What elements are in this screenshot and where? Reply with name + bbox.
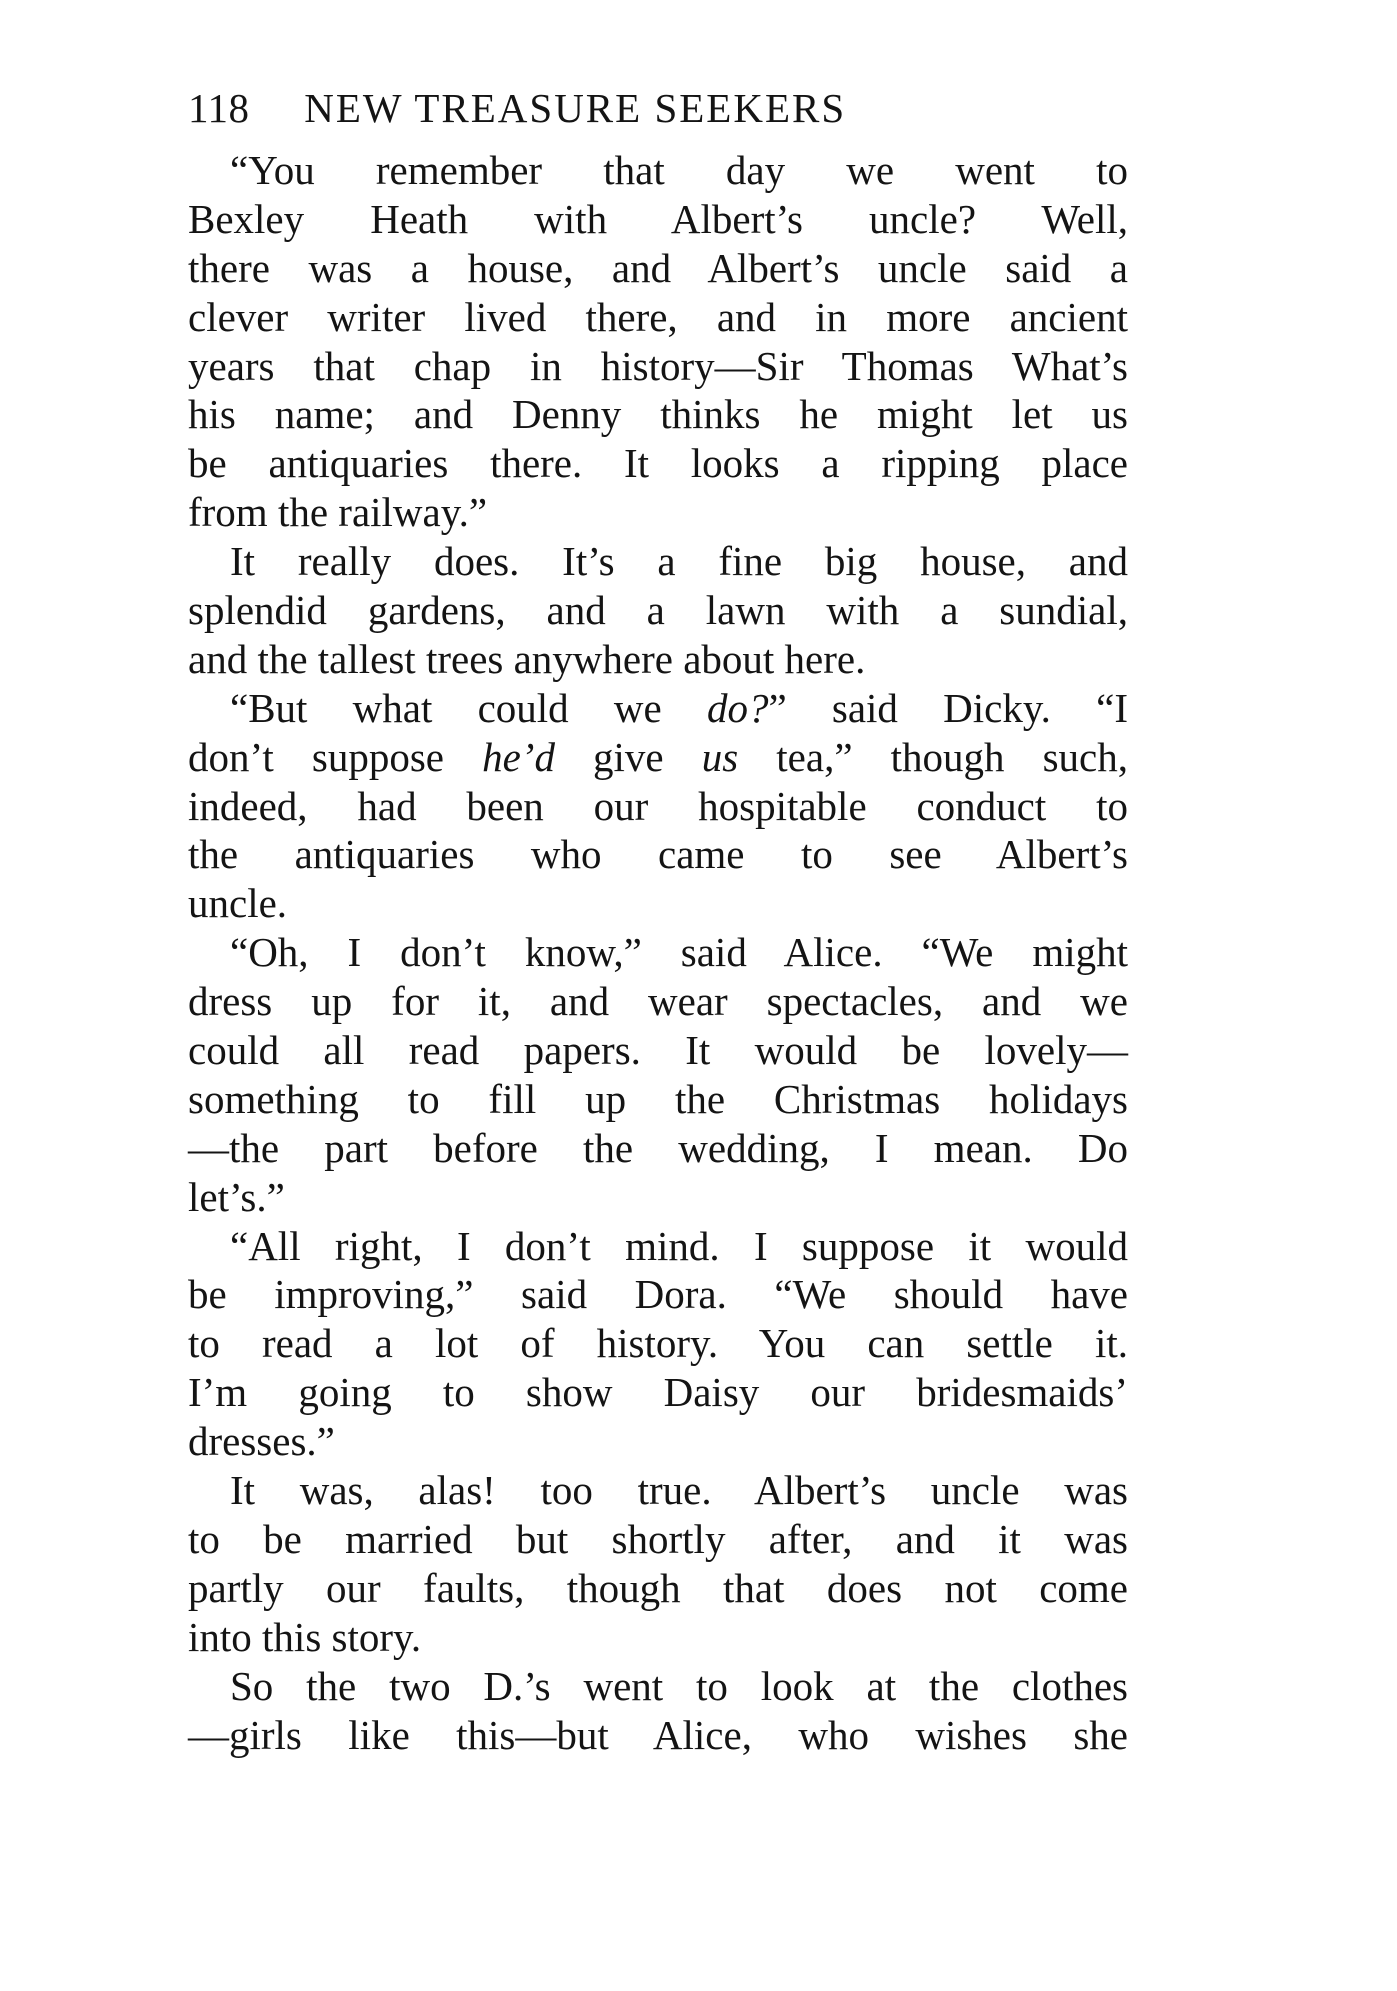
- text-run: ” said Dicky. “I: [768, 684, 1128, 731]
- text-line: could all read papers. It would be lovely—: [188, 1027, 1128, 1074]
- text-line: there was a house, and Albert’s uncle said a: [188, 244, 1128, 291]
- text-line: [188, 684, 1128, 733]
- italic-text: do?: [706, 684, 769, 731]
- text-line: —girls like this—but Alice, who wishes she: [188, 1711, 1128, 1758]
- text-line: clever writer lived there, and in more ancient: [188, 293, 1128, 340]
- text-line: his name; and Denny thinks he might let us: [188, 391, 1128, 438]
- paragraph: [188, 1222, 1128, 1466]
- text-run: give: [554, 733, 702, 780]
- text-line: to read a lot of history. You can settle it.: [188, 1320, 1128, 1367]
- text-line: uncle.: [188, 880, 288, 927]
- text-line: from the railway.”: [188, 489, 488, 536]
- text-run: tea,” though such,: [738, 733, 1128, 780]
- paragraph: [188, 684, 1128, 928]
- text-line: to be married but shortly after, and it was: [188, 1515, 1128, 1562]
- text-run: don’t suppose: [188, 733, 483, 780]
- page-number: 118: [188, 85, 250, 131]
- text-line: “Oh, I don’t know,” said Alice. “We might: [230, 929, 1128, 976]
- text-line: dresses.”: [188, 1418, 335, 1465]
- text-line: partly our faults, though that does not come: [188, 1564, 1128, 1611]
- text-line: into this story.: [188, 1613, 422, 1660]
- page-header: [188, 78, 1128, 138]
- text-line: years that chap in history—Sir Thomas What’s: [188, 342, 1128, 389]
- paragraph: [188, 537, 1128, 684]
- text-line: “You remember that day we went to: [230, 147, 1128, 193]
- text-line: splendid gardens, and a lawn with a sundial,: [188, 587, 1128, 634]
- text-line: So the two D.’s went to look at the clothes: [230, 1662, 1128, 1709]
- paragraph: [188, 1466, 1128, 1662]
- text-line: “All right, I don’t mind. I suppose it would: [230, 1222, 1128, 1269]
- paragraph: [188, 146, 1128, 537]
- italic-text: us: [701, 733, 739, 780]
- text-line: It was, alas! too true. Albert’s uncle was: [230, 1467, 1128, 1514]
- text-line: something to fill up the Christmas holidays: [188, 1075, 1128, 1122]
- text-line: be improving,” said Dora. “We should have: [188, 1271, 1128, 1318]
- paragraph: [188, 1662, 1128, 1760]
- text-run: “But what could we: [230, 684, 707, 731]
- text-line: dress up for it, and wear spectacles, and we: [188, 978, 1128, 1025]
- text-line: and the tallest trees anywhere about here.: [188, 635, 866, 682]
- paragraph: [188, 928, 1128, 1221]
- text-line: —the part before the wedding, I mean. Do: [188, 1124, 1128, 1171]
- page-body: [188, 146, 1128, 1759]
- text-line: Bexley Heath with Albert’s uncle? Well,: [188, 195, 1128, 242]
- italic-text: he’d: [482, 733, 555, 780]
- text-line: let’s.”: [188, 1173, 285, 1220]
- text-line: It really does. It’s a fine big house, and: [230, 538, 1128, 585]
- text-line: be antiquaries there. It looks a ripping place: [188, 440, 1128, 487]
- running-title: NEW TREASURE SEEKERS: [304, 85, 847, 131]
- text-line: the antiquaries who came to see Albert’s: [188, 831, 1128, 878]
- text-line: I’m going to show Daisy our bridesmaids’: [188, 1369, 1128, 1416]
- text-line: [188, 733, 1128, 782]
- book-page: [188, 78, 1128, 1958]
- text-line: indeed, had been our hospitable conduct to: [188, 782, 1128, 829]
